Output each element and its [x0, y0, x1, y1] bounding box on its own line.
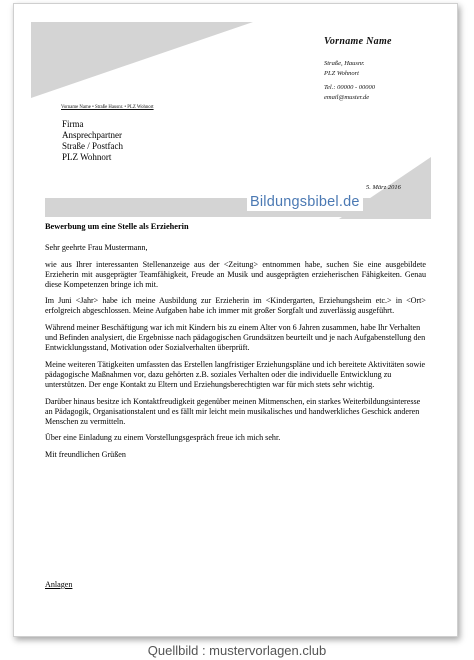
return-address: Vorname Name • Straße Hausnr. • PLZ Wohnort	[61, 105, 154, 110]
decorative-bar	[45, 198, 429, 217]
sender-city: PLZ Wohnort	[324, 70, 359, 77]
decorative-triangle-top	[31, 22, 253, 98]
sender-email: email@muster.de	[324, 94, 370, 101]
paragraph-1: wie aus Ihrer interessanten Stellenanzeige aus der <Zeitung> entnommen habe, suchen Sie eine ausgebildete Erzieherin mit ausgeprägter Teamfähigkeit, Freude an Musik und ausgeprägten erzieherischen Fähigkeiten. Genau diese Kompetenzen bringe ich mit.	[45, 259, 426, 289]
sender-name: Vorname Name	[324, 36, 392, 47]
letter-body	[45, 243, 426, 467]
paragraph-5: Darüber hinaus besitze ich Kontaktfreudigkeit gegenüber meinen Mitmenschen, ein starkes Weiterbildungsinteresse an Pädagogik, Organisationstalent und es fällt mir leicht mein musikalisches und handwerkliches Geschick anderen Menschen zu vermitteln.	[45, 396, 421, 426]
paragraph-4: Meine weiteren Tätigkeiten umfassten das Erstellen langfristiger Erziehungspläne und ich bereitete Aktivitäten sowie pädagogische Maßnahmen vor, dazu gehörten z.B. soziales Verhalten oder die individuelle Entwicklung zu unterstützen. Der enge Kontakt zu Eltern und Erziehungsberechtigten war für mich stets sehr wichtig.	[45, 359, 426, 390]
attachments-label: Anlagen	[45, 580, 73, 589]
watermark-logo: Bildungsbibel.de	[247, 194, 363, 211]
letter-subject: Bewerbung um eine Stelle als Erzieherin	[45, 222, 189, 231]
recipient-street: Straße / Postfach	[62, 141, 123, 151]
closing: Mit freundlichen Grüßen	[45, 450, 126, 459]
paragraph-2: Im Juni <Jahr> habe ich meine Ausbildung zur Erzieherin im <Kindergarten, Erziehungsheim etc.> in <Ort> erfolgreich abgeschlossen. Meine Aufgaben habe ich immer mit großer Sorgfalt und zuverlässig ausgeführt.	[45, 296, 426, 316]
recipient-company: Firma	[62, 119, 84, 129]
letter-date: 5. März 2016	[366, 184, 401, 191]
recipient-address	[62, 119, 123, 163]
paragraph-3: Während meiner Beschäftigung war ich mit Kindern bis zu einem Alter von 6 Jahren zusammen, habe Ihr Verhalten und Befinden analysiert, die Ergebnisse nach pädagogischen Grundsätzen beurteilt und je nach Aufgabenstellung den Entwicklungsstand, Motivation oder Sozialverhalten überprüft.	[45, 323, 426, 353]
source-caption: Quellbild : mustervorlagen.club	[147, 643, 327, 658]
salutation: Sehr geehrte Frau Mustermann,	[45, 243, 148, 252]
paragraph-6: Über eine Einladung zu einem Vorstellungsgespräch freue ich mich sehr.	[45, 433, 281, 443]
sender-phone: Tel.: 00000 - 00000	[324, 84, 376, 91]
recipient-contact: Ansprechpartner	[62, 130, 122, 140]
sender-street: Straße, Hausnr.	[324, 60, 365, 67]
letter-page	[13, 3, 458, 637]
recipient-city: PLZ Wohnort	[62, 152, 112, 162]
